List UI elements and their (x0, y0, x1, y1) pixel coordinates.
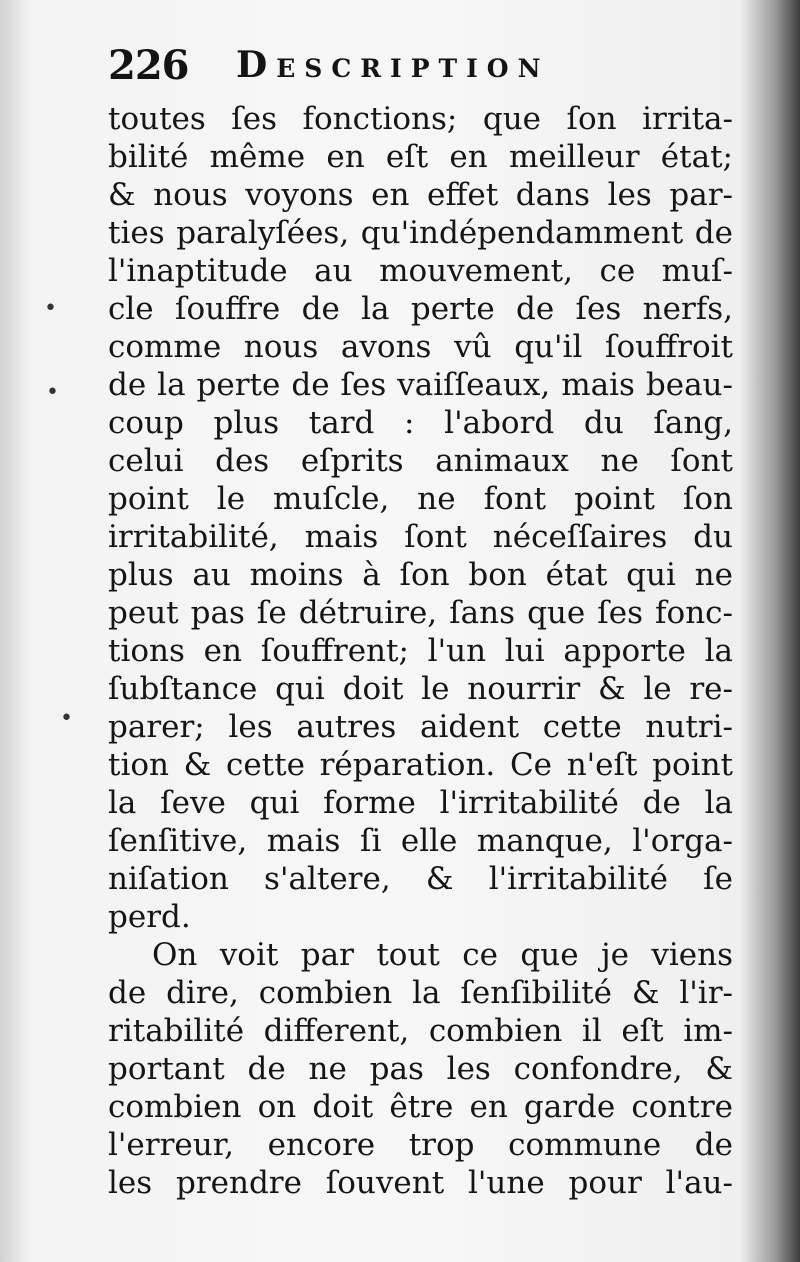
text-line: ſubſtance qui doit le nourrir & le re- (108, 671, 733, 707)
text-line: tions en ſouffrent; l'un lui apporte la (108, 633, 733, 669)
text-line: coup plus tard : l'abord du ſang, (108, 405, 733, 441)
text-line: portant de ne pas les confondre, & (108, 1051, 733, 1087)
text-line: tion & cette réparation. Ce n'eſt point (108, 747, 733, 783)
text-line: point le muſcle, ne font point ſon (108, 481, 733, 517)
body-text (108, 100, 733, 1202)
text-line: bilité même en eſt en meilleur état; (108, 139, 733, 175)
text-line: ties paralyſées, qu'indépendamment de (108, 215, 733, 251)
text-line: peut pas ſe détruire, ſans que ſes fonc- (108, 595, 733, 631)
text-line: parer; les autres aident cette nutri- (108, 709, 733, 745)
text-line: de dire, combien la ſenſibilité & l'ir- (108, 975, 733, 1011)
text-line: la ſeve qui forme l'irritabilité de la (108, 785, 733, 821)
page-header (108, 42, 728, 90)
page-number: 226 (108, 42, 189, 89)
text-line: cle ſouffre de la perte de ſes nerfs, (108, 291, 733, 327)
text-line: perd. (108, 899, 191, 935)
text-line: celui des eſprits animaux ne ſont (108, 443, 733, 479)
text-line: niſation s'altere, & l'irritabilité ſe (108, 861, 733, 897)
running-title: Description (236, 44, 550, 86)
text-line: & nous voyons en effet dans les par- (108, 177, 733, 213)
text-line: l'inaptitude au mouvement, ce muſ- (108, 253, 733, 289)
text-line: l'erreur, encore trop commune de (108, 1127, 733, 1163)
text-line: comme nous avons vû qu'il ſouffroit (108, 329, 733, 365)
margin-speck: • (44, 296, 57, 321)
text-line: irritabilité, mais ſont néceſſaires du (108, 519, 733, 555)
text-line: les prendre ſouvent l'une pour l'au- (108, 1165, 733, 1201)
text-line: On voit par tout ce que je viens (152, 937, 733, 973)
margin-speck: • (60, 706, 73, 731)
text-line: ſenſitive, mais ſi elle manque, l'orga- (108, 823, 733, 859)
margin-speck: • (46, 380, 59, 405)
text-line: plus au moins à ſon bon état qui ne (108, 557, 733, 593)
text-line: de la perte de ſes vaiſſeaux, mais beau- (108, 367, 733, 403)
text-line: ritabilité different, combien il eſt im- (108, 1013, 733, 1049)
text-line: toutes ſes fonctions; que ſon irrita- (108, 101, 733, 137)
text-line: combien on doit être en garde contre (108, 1089, 733, 1125)
